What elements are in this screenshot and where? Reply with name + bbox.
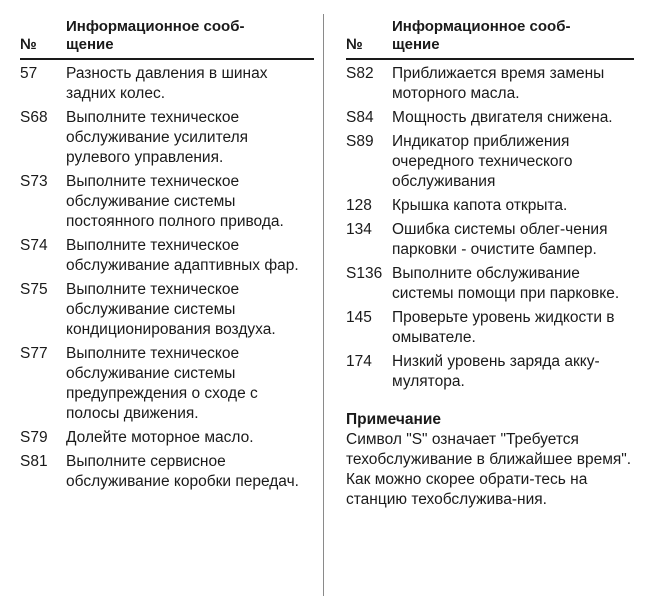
table-row [346, 132, 634, 192]
table-row [346, 352, 634, 392]
right-column [346, 18, 634, 510]
message-code: 134 [346, 221, 372, 238]
right-header-message: Информационное сооб- щение [392, 18, 571, 53]
message-text: Выполните техническое обслуживание системы кондиционирования воздуха. [66, 281, 276, 338]
message-code: S84 [346, 109, 374, 126]
message-text: Выполните техническое обслуживание усилителя рулевого управления. [66, 109, 249, 166]
message-text: Выполните техническое обслуживание адаптивных фар. [66, 237, 299, 274]
table-row [20, 236, 314, 276]
right-table-rows [346, 60, 634, 392]
message-text: Мощность двигателя снижена. [392, 109, 613, 126]
message-text: Крышка капота открыта. [392, 197, 568, 214]
message-code: 57 [20, 65, 38, 82]
message-text: Долейте моторное масло. [66, 429, 254, 446]
message-code: S75 [20, 281, 48, 298]
message-code: S136 [346, 265, 383, 282]
left-header-number: № [20, 36, 37, 53]
message-text: Проверьте уровень жидкости в омывателе. [392, 309, 615, 346]
message-text: Приближается время замены моторного масла. [392, 65, 605, 102]
table-row [20, 344, 314, 424]
message-text: Выполните техническое обслуживание системы предупреждения о сходе с полосы движения. [66, 345, 258, 422]
message-text: Ошибка системы облег-чения парковки - очистите бампер. [392, 221, 608, 258]
table-row [20, 280, 314, 340]
message-code: S79 [20, 429, 48, 446]
message-code: S68 [20, 109, 48, 126]
message-text: Выполните обслуживание системы помощи при парковке. [392, 265, 620, 302]
message-text: Выполните сервисное обслуживание коробки передач. [66, 453, 299, 490]
table-row [346, 64, 634, 104]
table-row [346, 220, 634, 260]
table-row [20, 428, 314, 448]
message-text: Индикатор приближения очередного технического обслуживания [392, 133, 573, 190]
table-row [346, 196, 634, 216]
message-code: S73 [20, 173, 48, 190]
message-text: Разность давления в шинах задних колес. [66, 65, 268, 102]
note-title: Примечание [346, 411, 441, 428]
message-code: 174 [346, 353, 372, 370]
table-row [346, 108, 634, 128]
left-table-rows [20, 60, 314, 492]
left-column [20, 18, 314, 496]
message-code: S89 [346, 133, 374, 150]
table-row [346, 308, 634, 348]
table-row [20, 64, 314, 104]
right-table-header [346, 18, 634, 60]
message-code: 128 [346, 197, 372, 214]
message-code: S77 [20, 345, 48, 362]
left-table-header [20, 18, 314, 60]
note-text: Символ "S" означает "Требуется техобслуживание в ближайшее время". Как можно скорее обрати-тесь на станцию техобслужива-ния. [346, 431, 632, 508]
table-row [20, 108, 314, 168]
message-text: Низкий уровень заряда акку-мулятора. [392, 353, 600, 390]
note-block [346, 410, 634, 510]
column-divider [323, 14, 324, 596]
right-header-number: № [346, 36, 363, 53]
table-row [20, 172, 314, 232]
table-row [20, 452, 314, 492]
message-text: Выполните техническое обслуживание системы постоянного полного привода. [66, 173, 284, 230]
message-code: S81 [20, 453, 48, 470]
message-code: S74 [20, 237, 48, 254]
table-row [346, 264, 634, 304]
message-code: 145 [346, 309, 372, 326]
message-code: S82 [346, 65, 374, 82]
left-header-message: Информационное сооб- щение [66, 18, 245, 53]
